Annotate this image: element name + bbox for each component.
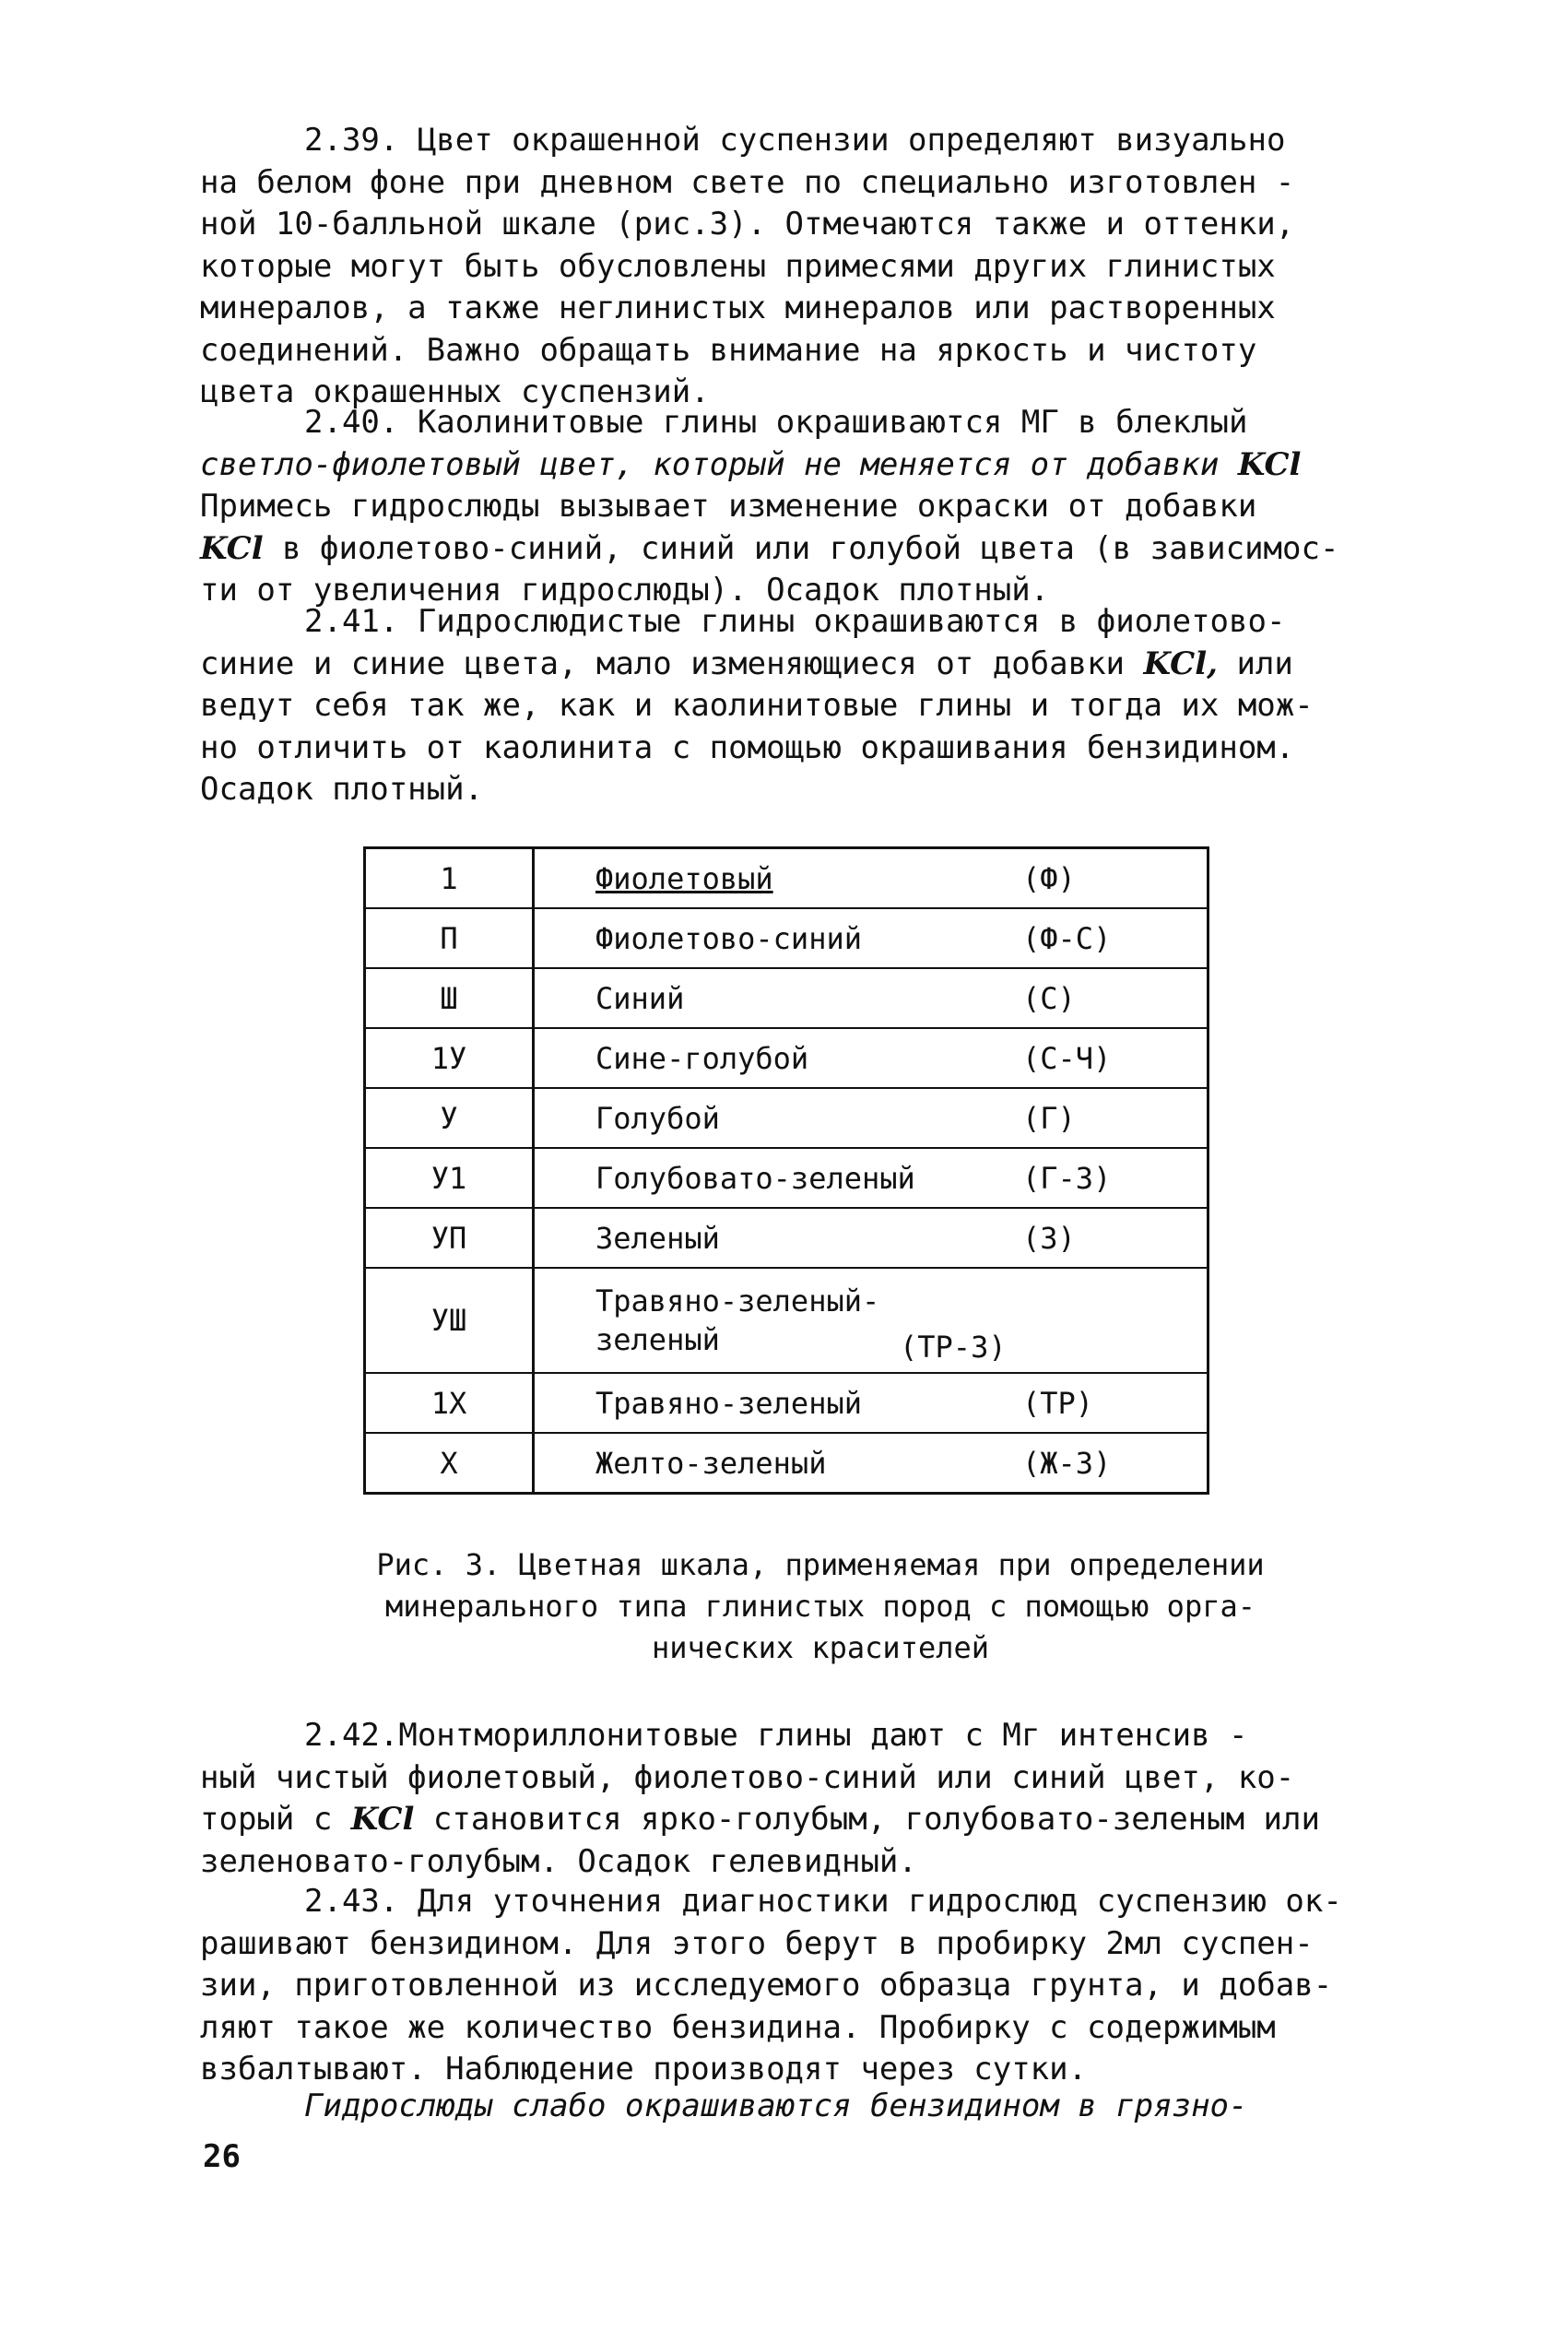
paragraph-2-39 xyxy=(200,120,1398,414)
text-line: ведут себя так же, как и каолинитовые глины и тогда их мож- xyxy=(200,687,1314,724)
scale-color xyxy=(535,1434,1209,1492)
text-line: соединений. Важно обращать внимание на яркость и чистоту xyxy=(200,331,1257,369)
chem-formula: KCl xyxy=(200,529,264,567)
scale-row xyxy=(363,1434,1209,1492)
scale-row xyxy=(363,1149,1209,1209)
color-code: (З) xyxy=(1022,1220,1076,1256)
chem-formula: KCl, xyxy=(1143,645,1218,682)
scale-number: Х xyxy=(363,1434,535,1492)
color-name: Травяно-зеленый- зеленый xyxy=(595,1283,880,1357)
text-line: на белом фоне при дневном свете по специально изготовлен - xyxy=(200,163,1295,201)
scale-color xyxy=(535,1149,1209,1207)
text-line: ный чистый фиолетовый, фиолетово-синий или синий цвет, ко- xyxy=(200,1758,1295,1796)
scale-number: У1 xyxy=(363,1149,535,1207)
text-line: 2.41. Гидрослюдистые глины окрашиваются в фиолетово- xyxy=(304,603,1286,640)
color-name: Голубой xyxy=(595,1100,720,1136)
color-code: (С-Ч) xyxy=(1022,1040,1112,1076)
text-line: зеленовато-голубым. Осадок гелевидный. xyxy=(200,1842,917,1880)
text-fragment: синие и синие цвета, мало изменяющиеся от добавки xyxy=(200,645,1126,682)
text-fragment: становится ярко-голубым, голубовато-зеленым или xyxy=(432,1801,1320,1838)
text-fragment: светло-фиолетовый цвет, который не меняется от добавки xyxy=(200,445,1220,483)
color-code: (Ж-З) xyxy=(1022,1445,1112,1481)
text-line: Осадок плотный. xyxy=(200,771,484,808)
color-name: Фиолетовый xyxy=(595,860,773,896)
scale-row xyxy=(363,1269,1209,1374)
scale-color xyxy=(535,969,1209,1027)
text-line: зии, приготовленной из исследуемого образца грунта, и добав- xyxy=(200,1967,1333,2004)
text-line: взбалтывают. Наблюдение производят через сутки. xyxy=(200,2051,1088,2088)
paragraph-2-42 xyxy=(200,1715,1398,1883)
page-number: 26 xyxy=(203,2138,241,2175)
paragraph-continuation xyxy=(200,2086,1398,2128)
scale-row xyxy=(363,1374,1209,1434)
text-line: ляют такое же количество бензидина. Пробирку с содержимым xyxy=(200,2008,1276,2046)
scale-row xyxy=(363,909,1209,969)
text-line: 2.40. Каолинитовые глины окрашиваются МГ в блеклый xyxy=(304,404,1248,441)
color-code: (Ф-С) xyxy=(1022,920,1112,956)
paragraph-2-41 xyxy=(200,601,1398,811)
caption-line: нических красителей xyxy=(651,1630,990,1665)
text-line xyxy=(200,528,1398,571)
text-line: ной 10-балльной шкале (рис.3). Отмечаются также и оттенки, xyxy=(200,206,1295,242)
color-name: Травяно-зеленый xyxy=(595,1385,862,1421)
scale-row xyxy=(363,1089,1209,1149)
figure-caption xyxy=(313,1544,1327,1669)
scale-number: 1У xyxy=(363,1029,535,1087)
scale-number: УП xyxy=(363,1209,535,1267)
color-name: Сине-голубой xyxy=(595,1040,809,1076)
text-line: ти от увеличения гидрослюды). Осадок плотный. xyxy=(200,572,1050,609)
text-line: 2.42.Монтмориллонитовые глины дают с Мг интенсив - xyxy=(304,1717,1248,1754)
color-name: Голубовато-зеленый xyxy=(595,1160,915,1196)
scale-color xyxy=(535,1029,1209,1087)
scale-color xyxy=(535,1209,1209,1267)
scale-row xyxy=(363,969,1209,1029)
color-code: (Г) xyxy=(1022,1100,1076,1136)
color-code: (Ф) xyxy=(1022,860,1076,896)
scale-row xyxy=(363,849,1209,909)
scale-number: 1 xyxy=(363,849,535,907)
text-fragment: в фиолетово-синий, синий или голубой цвета (в зависимос- xyxy=(282,529,1339,567)
color-scale-table xyxy=(363,846,1209,1495)
paragraph-2-43 xyxy=(200,1881,1398,2091)
scale-color xyxy=(535,1374,1209,1432)
chem-formula: KCl xyxy=(350,1801,415,1838)
text-line: минералов, а также неглинистых минералов или растворенных xyxy=(200,290,1276,326)
text-line: но отличить от каолинита с помощью окрашивания бензидином. xyxy=(200,728,1295,766)
caption-line: Рис. 3. Цветная шкала, применяемая при определении xyxy=(376,1547,1265,1582)
color-name: Фиолетово-синий xyxy=(595,920,862,956)
scale-number: У xyxy=(363,1089,535,1147)
color-code: (ТР) xyxy=(1022,1385,1094,1421)
scale-color xyxy=(535,849,1209,907)
color-code: (ТР-З) xyxy=(900,1330,1007,1365)
scale-color xyxy=(535,1089,1209,1147)
text-line: цвета окрашенных суспензий. xyxy=(200,373,710,410)
color-code: (С) xyxy=(1022,980,1076,1016)
scale-row xyxy=(363,1209,1209,1269)
color-name: Желто-зеленый xyxy=(595,1445,827,1481)
text-line: 2.39. Цвет окрашенной суспензии определяют визуально xyxy=(304,122,1286,159)
paragraph-2-40 xyxy=(200,402,1398,612)
text-line: рашивают бензидином. Для этого берут в пробирку 2мл суспен- xyxy=(200,1924,1314,1962)
text-line xyxy=(200,1799,1398,1841)
scale-number: Ш xyxy=(363,969,535,1027)
text-fragment: или xyxy=(1236,645,1293,682)
scale-number: 1Х xyxy=(363,1374,535,1432)
text-line: Гидрослюды слабо окрашиваются бензидином в грязно- xyxy=(304,2088,1248,2124)
scale-color xyxy=(535,1269,1209,1372)
scale-color xyxy=(535,909,1209,967)
color-name: Синий xyxy=(595,980,685,1016)
color-name: Зеленый xyxy=(595,1220,720,1256)
scale-number: УШ xyxy=(363,1269,535,1372)
text-line: Примесь гидрослюды вызывает изменение окраски от добавки xyxy=(200,488,1257,525)
scale-row xyxy=(363,1029,1209,1089)
text-line: 2.43. Для уточнения диагностики гидрослюд суспензию ок- xyxy=(304,1883,1342,1920)
text-line: которые могут быть обусловлены примесями других глинистых xyxy=(200,247,1276,285)
text-line xyxy=(200,444,1398,487)
text-line xyxy=(200,644,1398,686)
caption-line: минерального типа глинистых пород с помощью орга- xyxy=(384,1589,1256,1624)
chem-formula: KCl xyxy=(1237,445,1302,483)
color-code: (Г-З) xyxy=(1022,1160,1112,1196)
scale-number: П xyxy=(363,909,535,967)
text-fragment: торый с xyxy=(200,1801,333,1838)
